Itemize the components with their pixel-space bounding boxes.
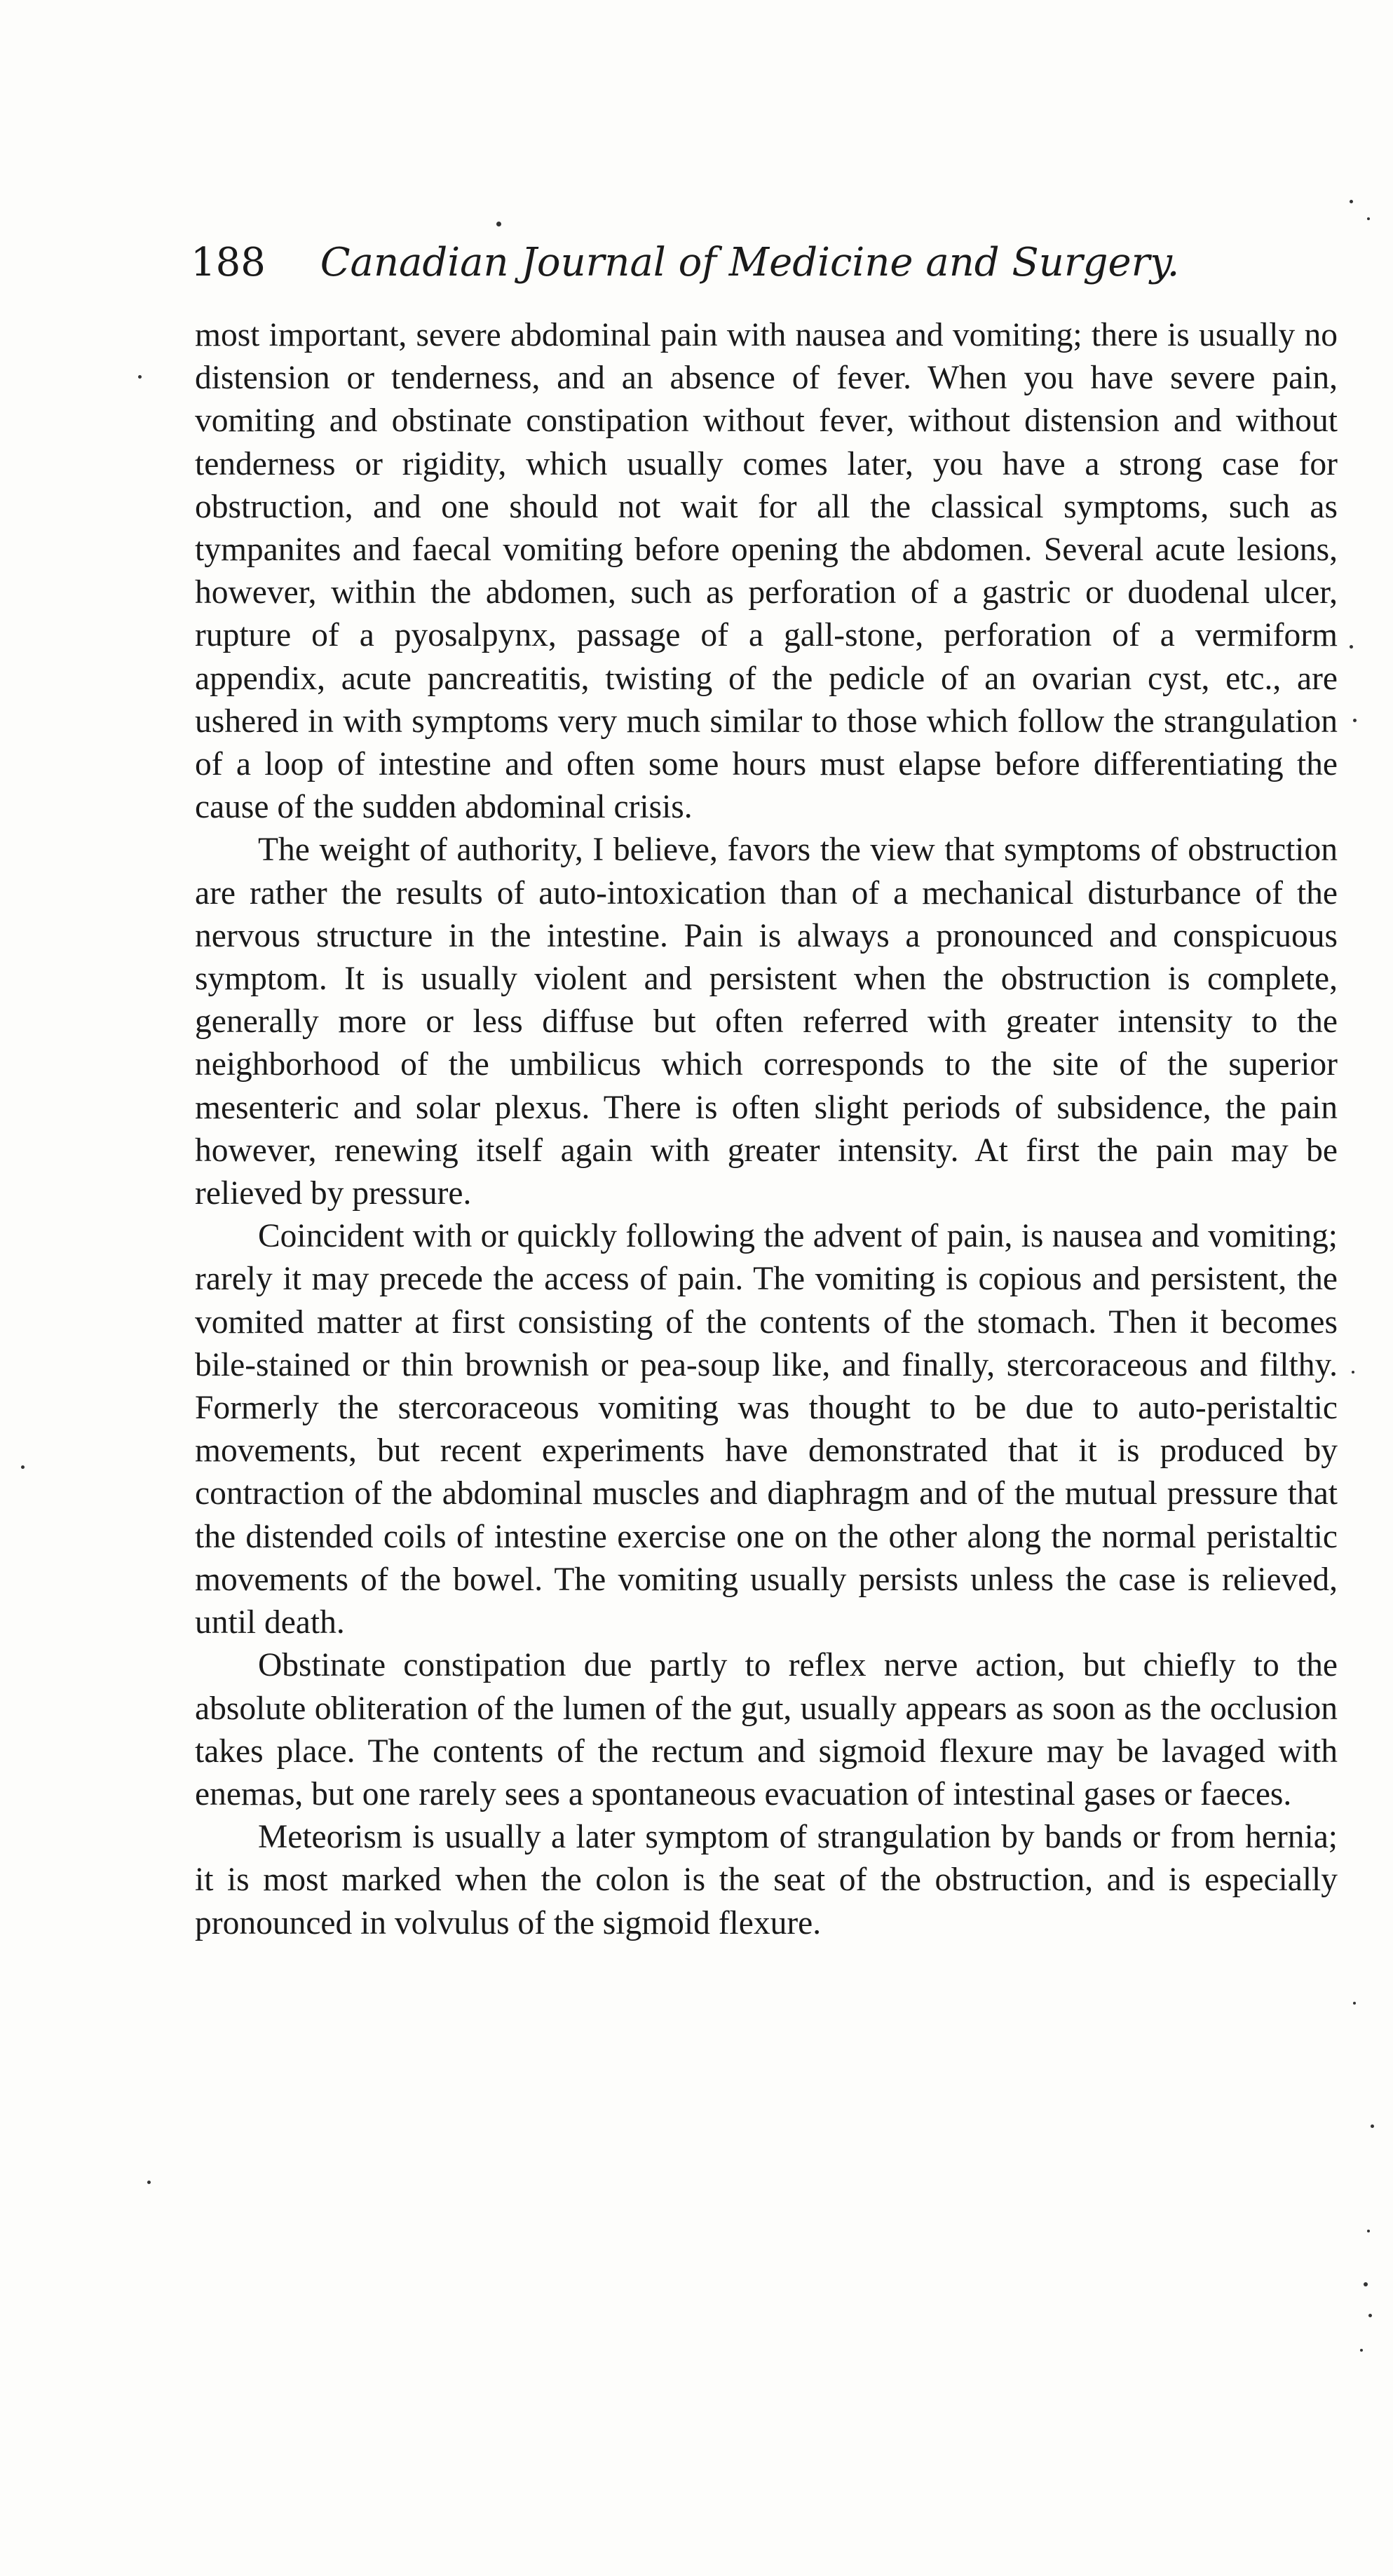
scan-speck [496,222,501,226]
scan-speck [1367,2230,1370,2232]
scan-speck [1353,2002,1356,2005]
paragraph-2: The weight of authority, I believe, favors the view that symptoms of obstruction are rather the results of auto-intoxication than of a mechanical disturbance of the nervous structure in the intestine. Pain is always a pronounced and conspicuous symptom. It is usually violent and persistent when the obstruction is complete, generally more or less diffuse but often referred with greater intensity to the neighborhood of the umbilicus which corresponds to the site of the superior mesenteric and solar plexus. There is often slight periods of subsidence, the pain however, renewing itself again with greater intensity. At first the pain may be relieved by pressure. [195,832,1338,1212]
scan-speck [1352,1371,1354,1374]
paragraph-5: Meteorism is usually a later symptom of strangulation by bands or from hernia; it is most marked when the colon is the seat of the obstruction, and is especially pronounced in volvulus of the sigmoid flexure. [195,1819,1338,1941]
scan-speck [1350,645,1353,649]
paragraph-4: Obstinate constipation due partly to reflex nerve action, but chiefly to the absolute obliteration of the lumen of the gut, usually appears as soon as the occlusion takes place. The contents of the rectum and sigmoid flexure may be lavaged with enemas, but one rarely sees a spontaneous evacuation of intestinal gases or faeces. [195,1647,1338,1812]
paragraph-3: Coincident with or quickly following the advent of pain, is nausea and vomiting; rarely it may precede the access of pain. The vomiting is copious and persistent, the vomited matter at first consisting of the contents of the stomach. Then it becomes bile-stained or thin brownish or pea-soup like, and finally, stercoraceous and filthy. Formerly the stercoraceous vomiting was thought to be due to auto-peristaltic movements, but recent experiments have demonstrated that it is produced by contraction of the abdominal muscles and diaphragm and of the mutual pressure that the distended coils of intestine exercise one on the other along the normal peristaltic movements of the bowel. The vomiting usually persists unless the case is relieved, until death. [195,1218,1338,1641]
journal-title: Canadian Journal of Medicine and Surgery. [320,240,1180,285]
scan-speck [1353,719,1357,722]
scan-speck [1360,2349,1363,2352]
paragraph-1: most important, severe abdominal pain with nausea and vomiting; there is usually no distension or tenderness, and an absence of fever. When you have severe pain, vomiting and obstinate constipation without fever, without distension and without tenderness or rigidity, which usually comes later, you have a strong case for obstruction, and one should not wait for all the classical symptoms, such as tympanites and faecal vomiting before opening the abdomen. Several acute lesions, however, within the abdomen, such as perforation of a gastric or duodenal ulcer, rupture of a pyosalpynx, passage of a gall-stone, perforation of a vermiform appendix, acute pancreatitis, twisting of the pedicle of an ovarian cyst, etc., are ushered in with symptoms very much similar to those which follow the strangulation of a loop of intestine and often some hours must elapse before differentiating the cause of the sudden abdominal crisis. [195,317,1338,826]
body-text [195,314,1338,1945]
scan-speck [147,2181,151,2184]
scan-speck [1368,2314,1372,2317]
scan-speck [1367,217,1370,220]
page-number: 188 [191,240,266,285]
scan-speck [21,1465,25,1469]
scan-speck [1371,2124,1374,2128]
running-head [191,231,1340,294]
scan-speck [1350,200,1353,203]
scan-speck [138,375,142,379]
scan-speck [1364,2282,1368,2286]
